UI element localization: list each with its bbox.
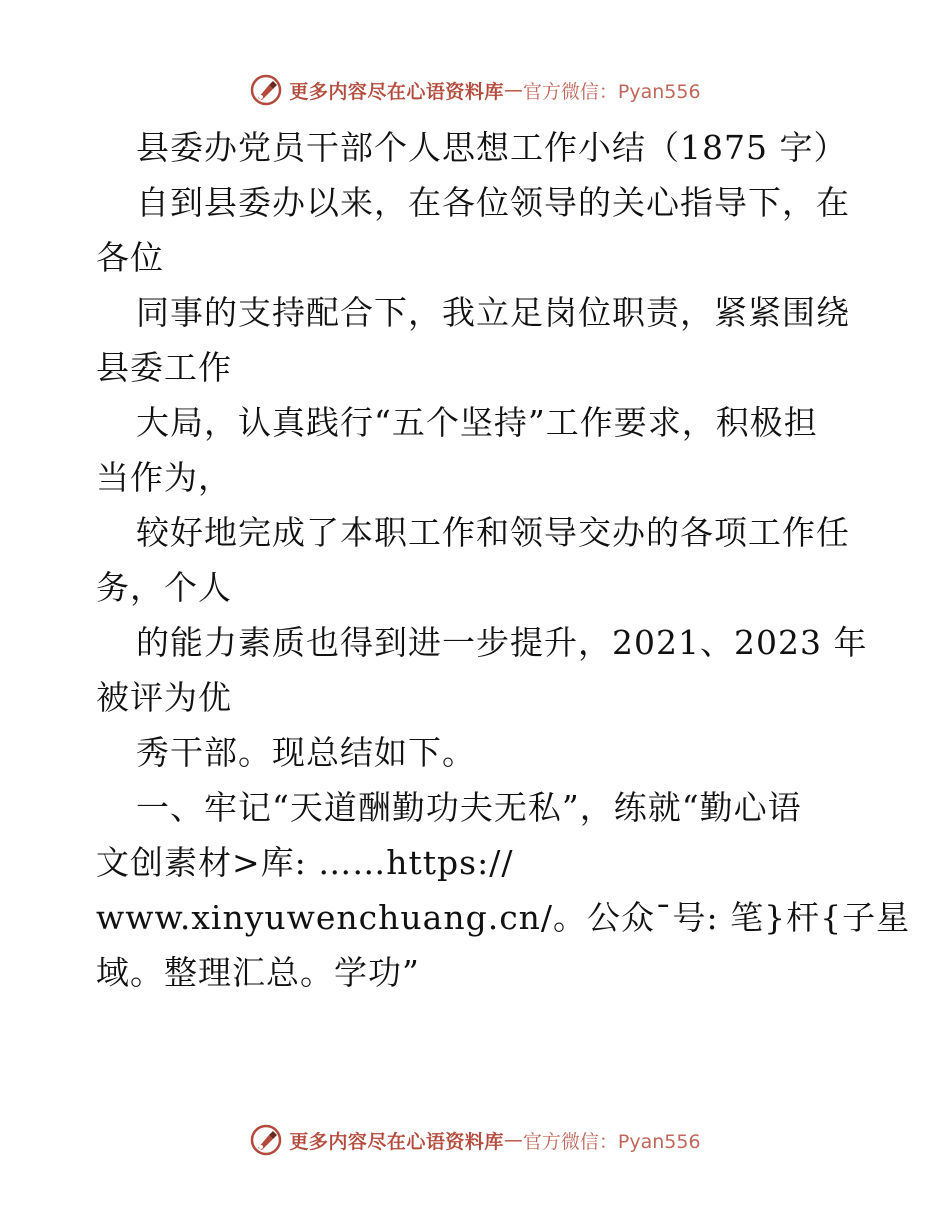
doc-line: 较好地完成了本职工作和领导交办的各项工作任 — [136, 513, 850, 552]
banner-wechat-text: 官方微信：Pyan556 — [522, 1130, 701, 1153]
banner-main-text: 更多内容尽在心语资料库 — [289, 80, 504, 103]
banner-wechat-text: 官方微信：Pyan556 — [522, 80, 701, 103]
doc-line: www.xinyuwenchuang.cn/。公众¯号: 笔}杆{子星 — [96, 898, 911, 937]
doc-line: 自到县委办以来，在各位领导的关心指导下，在 — [136, 183, 850, 222]
doc-line: 大局，认真践行“五个坚持”工作要求，积极担 — [136, 403, 818, 442]
doc-line: 的能力素质也得到进一步提升，2021、2023 年 — [136, 623, 868, 662]
doc-line: 一、牢记“天道酬勤功夫无私”，练就“勤心语 — [136, 788, 802, 827]
pen-logo-icon — [249, 73, 283, 107]
footer-watermark-banner — [0, 1120, 950, 1160]
document-body — [96, 120, 911, 1000]
doc-line: 县委办党员干部个人思想工作小结（1875 字） — [136, 128, 848, 167]
doc-line: 秀干部。现总结如下。 — [136, 733, 476, 772]
doc-line: 县委工作 — [96, 348, 232, 387]
banner-separator: — — [503, 79, 523, 101]
doc-line: 各位 — [96, 238, 164, 277]
pen-logo-icon — [249, 1123, 283, 1157]
header-watermark-banner — [0, 70, 950, 110]
doc-line: 同事的支持配合下，我立足岗位职责，紧紧围绕 — [136, 293, 850, 332]
banner-main-text: 更多内容尽在心语资料库 — [289, 1130, 504, 1153]
banner-separator: — — [503, 1129, 523, 1151]
doc-line: 当作为， — [96, 458, 232, 497]
doc-line: 务，个人 — [96, 568, 232, 607]
doc-line: 文创素材>库: ……https:// — [96, 843, 514, 882]
doc-line: 被评为优 — [96, 678, 232, 717]
doc-line: 域。整理汇总。学功” — [96, 953, 420, 992]
